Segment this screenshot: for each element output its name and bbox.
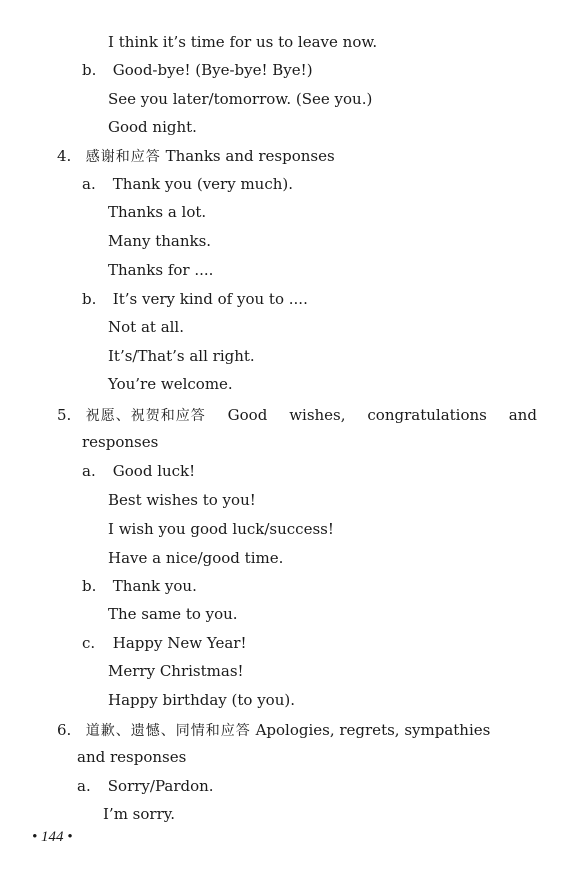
line-text: Have a nice/good time.: [108, 549, 284, 567]
heading-word: and: [508, 406, 537, 424]
heading-word: wishes,: [289, 406, 346, 424]
text-line: [108, 117, 197, 137]
text-line: [108, 661, 244, 681]
section-heading-start: [57, 405, 206, 426]
section-title-cn: 感谢和应答: [85, 149, 161, 165]
section-heading-6: [57, 720, 490, 741]
list-item-a: [82, 461, 195, 481]
heading-word: Good: [227, 406, 268, 424]
text-line: [108, 548, 283, 568]
section-number: 6.: [57, 721, 72, 739]
line-text: The same to you.: [108, 605, 238, 623]
text-line: [108, 604, 238, 624]
text-line: [103, 804, 175, 824]
list-item-a: [82, 174, 293, 194]
line-text: See you later/tomorrow. (See you.): [108, 90, 373, 108]
line-text: Happy birthday (to you).: [108, 691, 295, 709]
list-item-b: [82, 60, 313, 80]
section-title-cn: 道歉、遗憾、同情和应答: [85, 723, 251, 739]
heading-continuation: [82, 432, 158, 452]
line-text: Good luck!: [112, 462, 196, 480]
section-title-en: Thanks and responses: [165, 147, 335, 165]
line-text: Thank you (very much).: [112, 175, 294, 193]
text-line: [108, 690, 295, 710]
item-label: b.: [82, 290, 97, 308]
heading-word: congratulations: [367, 406, 487, 424]
text-line: [108, 317, 184, 337]
text-line: [108, 490, 256, 510]
line-text: I’m sorry.: [103, 805, 176, 823]
line-text: I think it’s time for us to leave now.: [108, 33, 378, 51]
line-text: and responses: [77, 748, 187, 766]
line-text: Thanks for ....: [108, 261, 214, 279]
heading-continuation: [77, 747, 186, 767]
line-text: Sorry/Pardon.: [107, 777, 214, 795]
item-label: b.: [82, 577, 97, 595]
list-item-a: [77, 776, 214, 796]
text-line: [108, 374, 233, 394]
line-text: responses: [82, 433, 159, 451]
text-line: [108, 519, 334, 539]
section-heading-5: [57, 405, 537, 426]
text-line: [108, 260, 213, 280]
section-title-en: Apologies, regrets, sympathies: [255, 721, 491, 739]
line-text: Good night.: [108, 118, 197, 136]
text-line: [108, 202, 206, 222]
line-text: It’s very kind of you to ....: [112, 290, 308, 308]
text-line: [108, 231, 211, 251]
item-label: b.: [82, 61, 97, 79]
line-text: Thank you.: [112, 577, 197, 595]
line-text: Best wishes to you!: [108, 491, 256, 509]
line-text: Many thanks.: [108, 232, 212, 250]
section-number: 4.: [57, 147, 72, 165]
list-item-b: [82, 289, 308, 309]
list-item-c: [82, 633, 246, 653]
list-item-b: [82, 576, 197, 596]
text-line: [108, 89, 372, 109]
page-number: • 144 •: [32, 829, 73, 845]
line-text: Merry Christmas!: [108, 662, 244, 680]
line-text: You’re welcome.: [108, 375, 233, 393]
section-title-cn: 祝愿、祝贺和应答: [85, 408, 206, 424]
line-text: I wish you good luck/success!: [108, 520, 334, 538]
item-label: a.: [82, 175, 96, 193]
text-line: [108, 32, 377, 52]
line-text: Happy New Year!: [112, 634, 247, 652]
section-heading-4: [57, 146, 335, 167]
line-text: It’s/That’s all right.: [108, 347, 255, 365]
line-text: Thanks a lot.: [108, 203, 207, 221]
line-text: Not at all.: [108, 318, 184, 336]
text-line: [108, 346, 255, 366]
item-label: c.: [82, 634, 96, 652]
section-number: 5.: [57, 406, 72, 424]
line-text: Good-bye! (Bye-bye! Bye!): [112, 61, 313, 79]
item-label: a.: [77, 777, 91, 795]
item-label: a.: [82, 462, 96, 480]
